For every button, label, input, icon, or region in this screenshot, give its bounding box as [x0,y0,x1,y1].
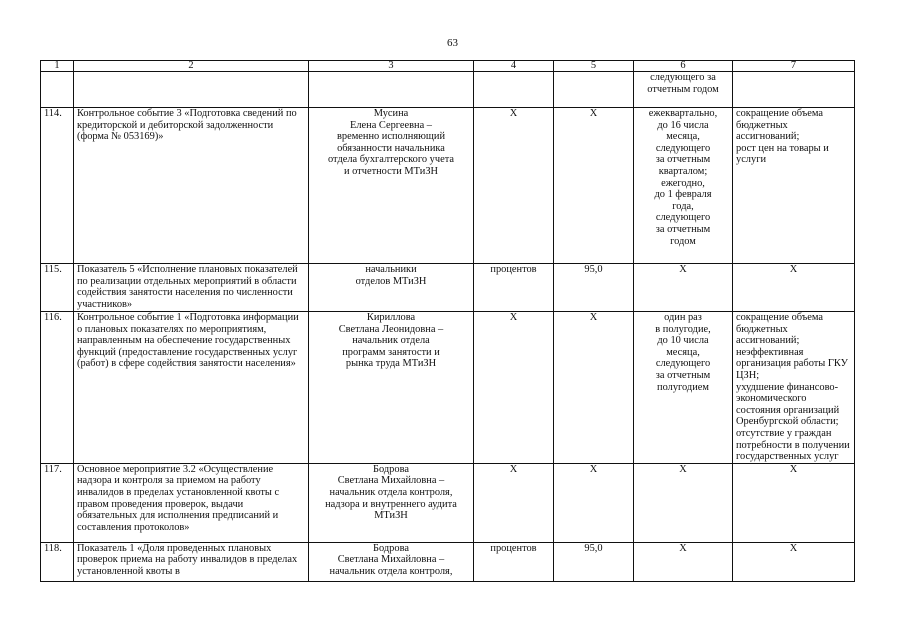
row-value [554,72,634,108]
row-unit [474,72,554,108]
row-deadline: Х [634,264,733,312]
row-unit: Х [474,463,554,542]
row-name: Контрольное событие 3 «Подготовка сведений по кредиторской и дебиторской задолженности (форма № 053169)» [74,108,309,264]
row-value: Х [554,463,634,542]
row-value: 95,0 [554,542,634,581]
column-number-row [41,61,855,72]
row-number [41,72,74,108]
row-responsible: начальники отделов МТиЗН [309,264,474,312]
row-risks: Х [733,463,855,542]
table-row [41,542,855,581]
row-risks [733,72,855,108]
row-deadline: Х [634,542,733,581]
column-number: 4 [474,61,554,72]
row-deadline: ежеквартально, до 16 числа месяца, следующего за отчетным кварталом; ежегодно, до 1 февраля года, следующего за отчетным годом [634,108,733,264]
column-number: 2 [74,61,309,72]
row-responsible [309,72,474,108]
column-number: 5 [554,61,634,72]
row-responsible: Бодрова Светлана Михайловна – начальник отдела контроля, [309,542,474,581]
row-name: Показатель 1 «Доля проведенных плановых проверок приема на работу инвалидов в пределах установленной квоты в [74,542,309,581]
page-number: 63 [447,37,458,49]
row-number: 116. [41,312,74,464]
table-row [41,312,855,464]
row-name: Основное мероприятие 3.2 «Осуществление надзора и контроля за приемом на работу инвалидов в пределах установленной квоты с правом проведения проверок, выдачи обязательных для исполнения предписаний и составления протоколов» [74,463,309,542]
table-row [41,72,855,108]
row-responsible: Бодрова Светлана Михайловна – начальник отдела контроля, надзора и внутреннего аудита МТиЗН [309,463,474,542]
row-deadline: один раз в полугодие, до 10 числа месяца, следующего за отчетным полугодием [634,312,733,464]
row-deadline: следующего за отчетным годом [634,72,733,108]
row-responsible: Кириллова Светлана Леонидовна – начальник отдела программ занятости и рынка труда МТиЗН [309,312,474,464]
row-unit: процентов [474,542,554,581]
row-responsible: Мусина Елена Сергеевна – временно исполняющий обязанности начальника отдела бухгалтерского учета и отчетности МТиЗН [309,108,474,264]
table-row [41,264,855,312]
row-number: 117. [41,463,74,542]
row-value: 95,0 [554,264,634,312]
row-number: 118. [41,542,74,581]
row-unit: процентов [474,264,554,312]
row-value: Х [554,108,634,264]
row-unit: Х [474,312,554,464]
row-number: 114. [41,108,74,264]
row-risks: Х [733,542,855,581]
row-unit: Х [474,108,554,264]
plan-table [40,60,855,582]
row-value: Х [554,312,634,464]
row-name [74,72,309,108]
row-risks: сокращение объема бюджетных ассигнований; неэффективная организация работы ГКУ ЦЗН; ухудшение финансово-экономического состояния организаций Оренбургской области; отсутствие у граждан потребности в получении государственных услуг [733,312,855,464]
row-deadline: Х [634,463,733,542]
row-risks: сокращение объема бюджетных ассигнований; рост цен на товары и услуги [733,108,855,264]
row-risks: Х [733,264,855,312]
column-number: 1 [41,61,74,72]
column-number: 3 [309,61,474,72]
table-row [41,463,855,542]
table-row [41,108,855,264]
row-number: 115. [41,264,74,312]
column-number: 7 [733,61,855,72]
row-name: Показатель 5 «Исполнение плановых показателей по реализации отдельных мероприятий в области содействия занятости населения по численности участников» [74,264,309,312]
column-number: 6 [634,61,733,72]
row-name: Контрольное событие 1 «Подготовка информации о плановых показателях по мероприятиям, направленным на обеспечение государственных функций (предоставление государственных услуг (работ) в сфере содействия занятости населения» [74,312,309,464]
